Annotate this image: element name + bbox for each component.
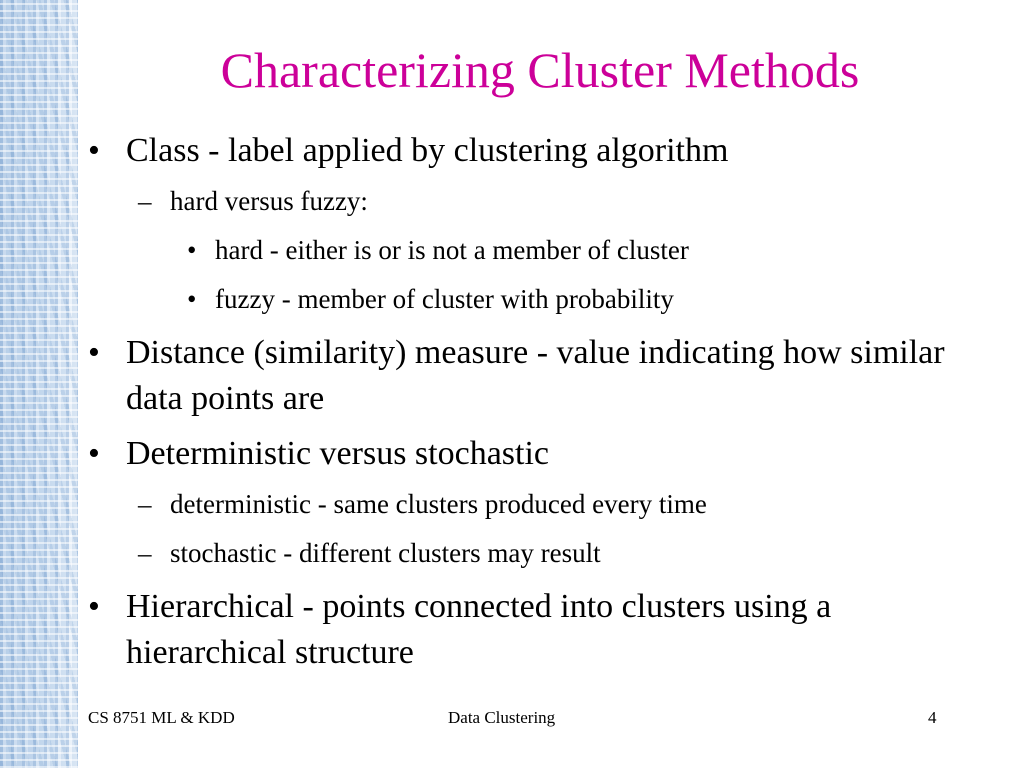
bullet-text: Distance (similarity) measure - value indicating how similar data points are	[126, 334, 945, 417]
bullet-marker: •	[88, 588, 100, 625]
sub-bullet-stochastic	[82, 535, 962, 571]
sub-sub-bullet-text: hard - either is or is not a member of cluster	[215, 235, 689, 265]
bullet-text: Class - label applied by clustering algorithm	[126, 132, 729, 169]
bullet-marker: •	[187, 284, 197, 314]
sub-bullet-text: stochastic - different clusters may result	[170, 538, 601, 568]
footer-topic: Data Clustering	[448, 708, 556, 727]
bullet-class	[82, 128, 962, 174]
side-texture-decoration	[0, 0, 78, 768]
bullet-marker: •	[187, 235, 197, 265]
page-number: 4	[928, 708, 937, 727]
bullet-distance-measure	[82, 330, 962, 422]
sub-sub-bullet-hard	[82, 232, 962, 268]
sub-bullet-text: deterministic - same clusters produced every time	[170, 489, 707, 519]
bullet-deterministic-vs-stochastic	[82, 431, 962, 477]
bullet-marker: •	[88, 435, 100, 472]
sub-bullet-hard-vs-fuzzy	[82, 183, 962, 219]
bullet-marker: •	[88, 334, 100, 371]
footer-course: CS 8751 ML & KDD	[88, 708, 235, 727]
slide-title: Characterizing Cluster Methods	[220, 42, 860, 98]
dash-marker: –	[138, 538, 152, 568]
sub-sub-bullet-text: fuzzy - member of cluster with probability	[215, 284, 674, 314]
sub-sub-bullet-fuzzy	[82, 281, 962, 317]
sub-bullet-deterministic	[82, 486, 962, 522]
bullet-text: Hierarchical - points connected into clusters using a hierarchical structure	[126, 588, 832, 671]
bullet-hierarchical	[82, 584, 962, 676]
dash-marker: –	[138, 186, 152, 216]
bullet-marker: •	[88, 132, 100, 169]
bullet-text: Deterministic versus stochastic	[126, 435, 550, 472]
bullet-list	[82, 128, 962, 685]
dash-marker: –	[138, 489, 152, 519]
sub-bullet-text: hard versus fuzzy:	[170, 186, 368, 216]
